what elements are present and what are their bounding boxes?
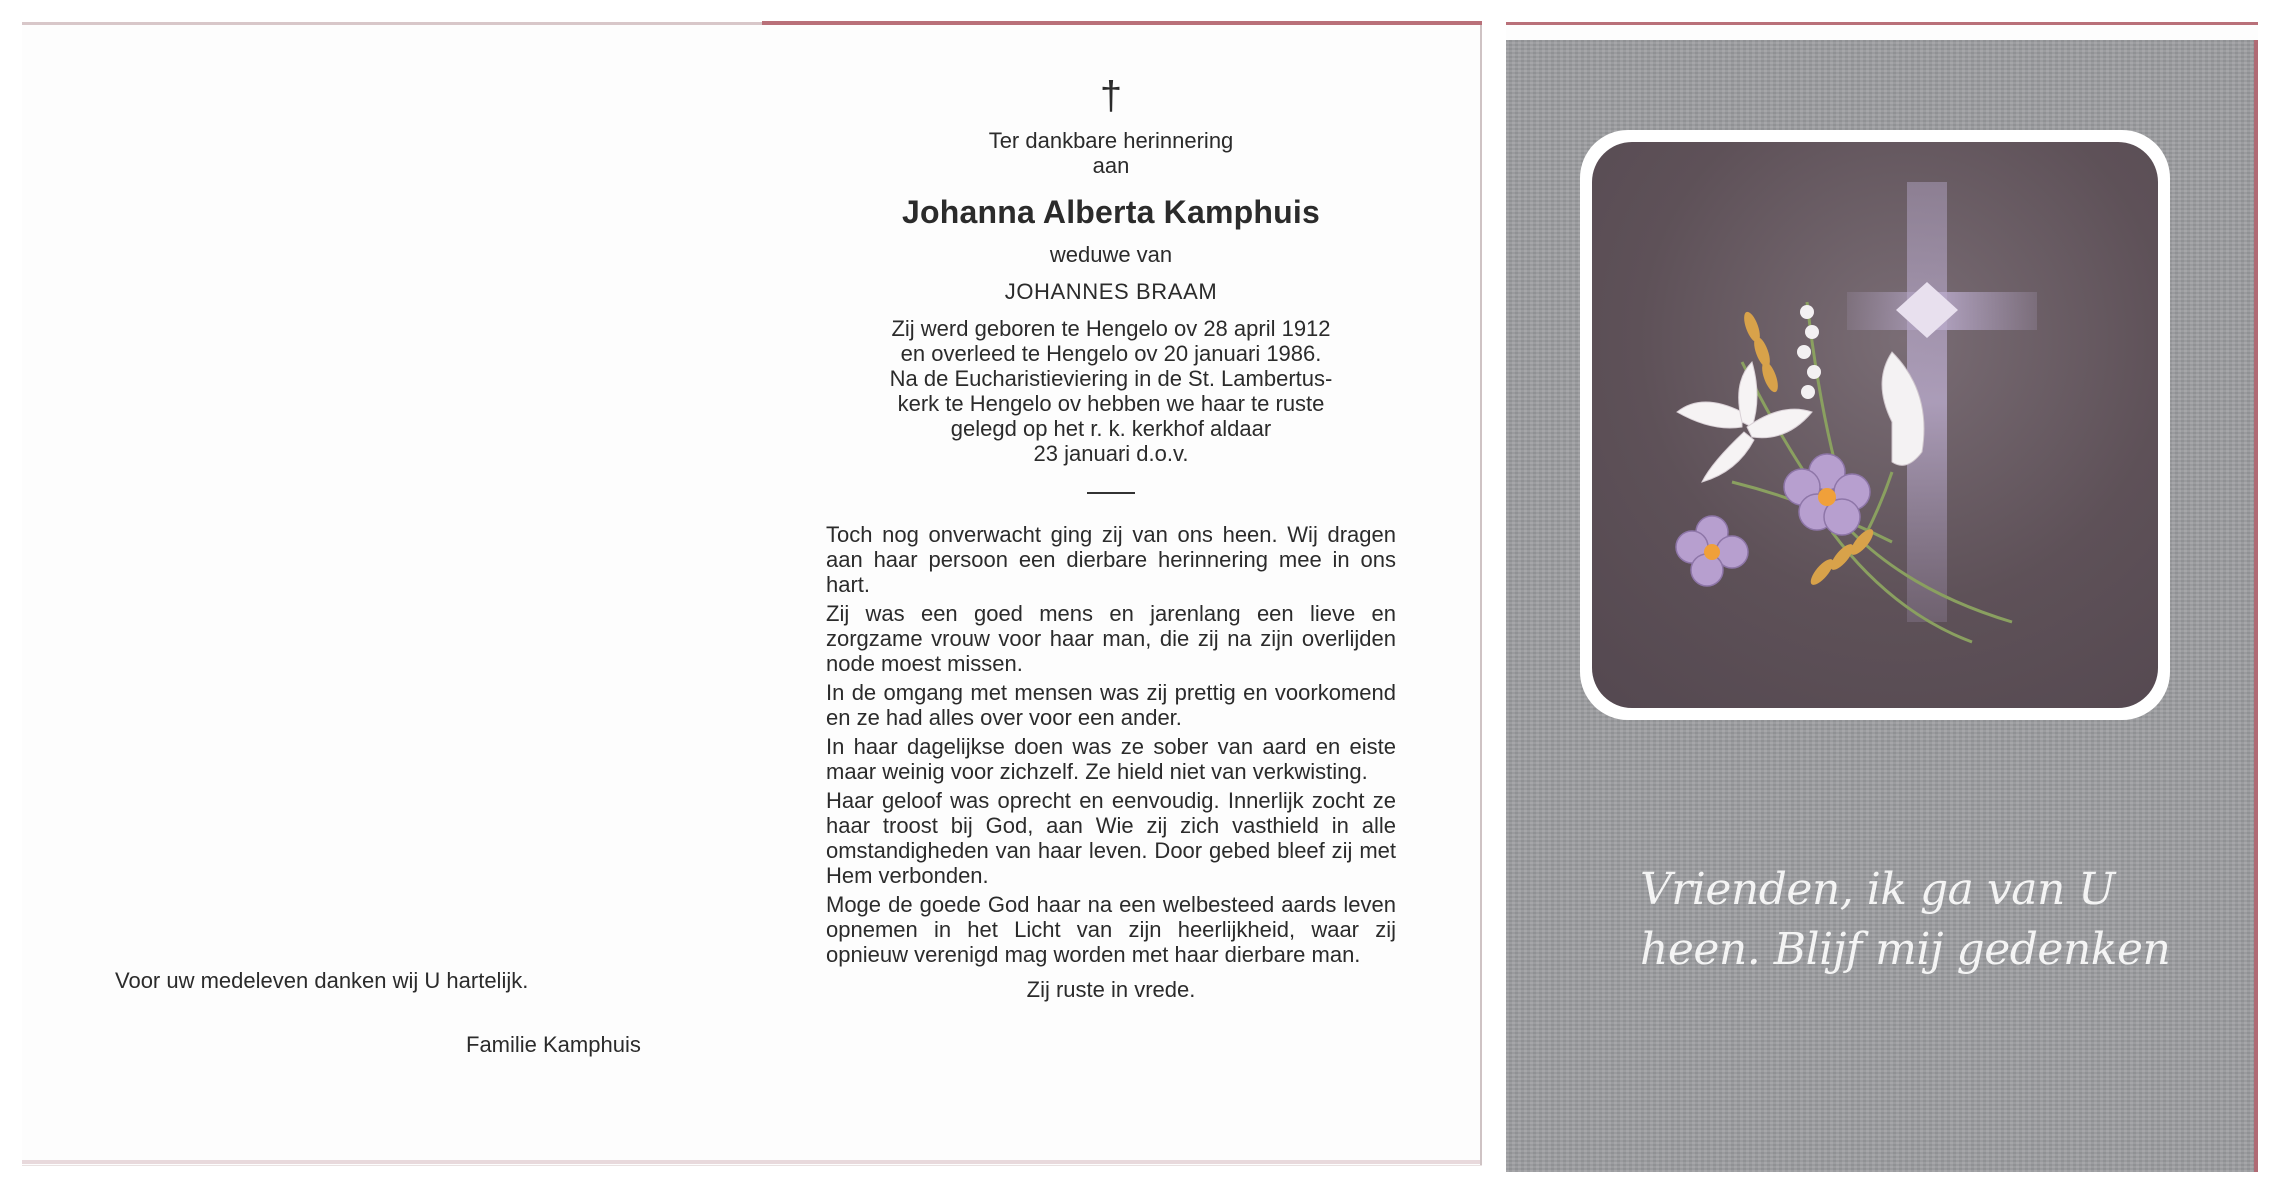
bio-line: gelegd op het r. k. kerkhof aldaar bbox=[950, 416, 1272, 441]
picture-frame bbox=[1580, 130, 2170, 720]
motto-line-1: Vrienden, ik ga van U bbox=[1640, 864, 2115, 915]
bio-line: kerk te Hengelo ov hebben we haar te ruste bbox=[897, 391, 1325, 416]
relation-text: weduwe van bbox=[1049, 242, 1173, 267]
paragraph: Zij was een goed mens en jarenlang een lieve en zorgzame vrouw voor haar man, die zij na zijn overlijden node moest missen. bbox=[826, 601, 1396, 676]
bio-line: en overleed te Hengelo ov 20 januari 1986. bbox=[900, 341, 1322, 366]
cross-flowers-picture bbox=[1592, 142, 2158, 708]
obituary-text bbox=[826, 74, 1396, 1002]
biography bbox=[826, 316, 1396, 466]
intro-line-1: Ter dankbare herinnering bbox=[988, 128, 1234, 153]
intro-line-2: aan bbox=[1092, 153, 1130, 178]
paragraph: Toch nog onverwacht ging zij van ons heen. Wij dragen aan haar persoon een dierbare herinnering mee in ons hart. bbox=[826, 522, 1396, 597]
divider-line bbox=[1087, 492, 1135, 494]
paragraph: In haar dagelijkse doen was ze sober van aard en eiste maar weinig voor zichzelf. Ze hield niet van verkwisting. bbox=[826, 734, 1396, 784]
bio-line: 23 januari d.o.v. bbox=[1033, 441, 1189, 466]
paragraph: In de omgang met mensen was zij prettig en voorkomend en ze had alles over voor een ander. bbox=[826, 680, 1396, 730]
cross-icon: † bbox=[1099, 74, 1123, 118]
paragraph: Haar geloof was oprecht en eenvoudig. Innerlijk zocht ze haar troost bij God, aan Wie zij zich vasthield in alle omstandigheden van haar leven. Door gebed bleef zij met Hem verbonden. bbox=[826, 788, 1396, 888]
motto-line-2: heen. Blijf mij gedenken bbox=[1640, 924, 2171, 975]
spouse-name: JOHANNES BRAAM bbox=[1004, 279, 1218, 304]
family-signature: Familie Kamphuis bbox=[466, 1032, 641, 1057]
card-bottom-edge bbox=[22, 1160, 1480, 1164]
cover-motto bbox=[1640, 860, 2200, 980]
closing-text: Zij ruste in vrede. bbox=[1026, 977, 1196, 1002]
thanks-text: Voor uw medeleven danken wij U hartelijk. bbox=[115, 968, 529, 993]
bio-line: Zij werd geboren te Hengelo ov 28 april 1912 bbox=[891, 316, 1331, 341]
paragraph: Moge de goede God haar na een welbesteed aards leven opnemen in het Licht van zijn heerlijkheid, waar zij opnieuw verenigd mag worden met haar dierbare man. bbox=[826, 892, 1396, 967]
deceased-name: Johanna Alberta Kamphuis bbox=[902, 194, 1320, 230]
bio-line: Na de Eucharistieviering in de St. Lambertus- bbox=[889, 366, 1333, 391]
cross-flowers-icon bbox=[1592, 142, 2158, 708]
